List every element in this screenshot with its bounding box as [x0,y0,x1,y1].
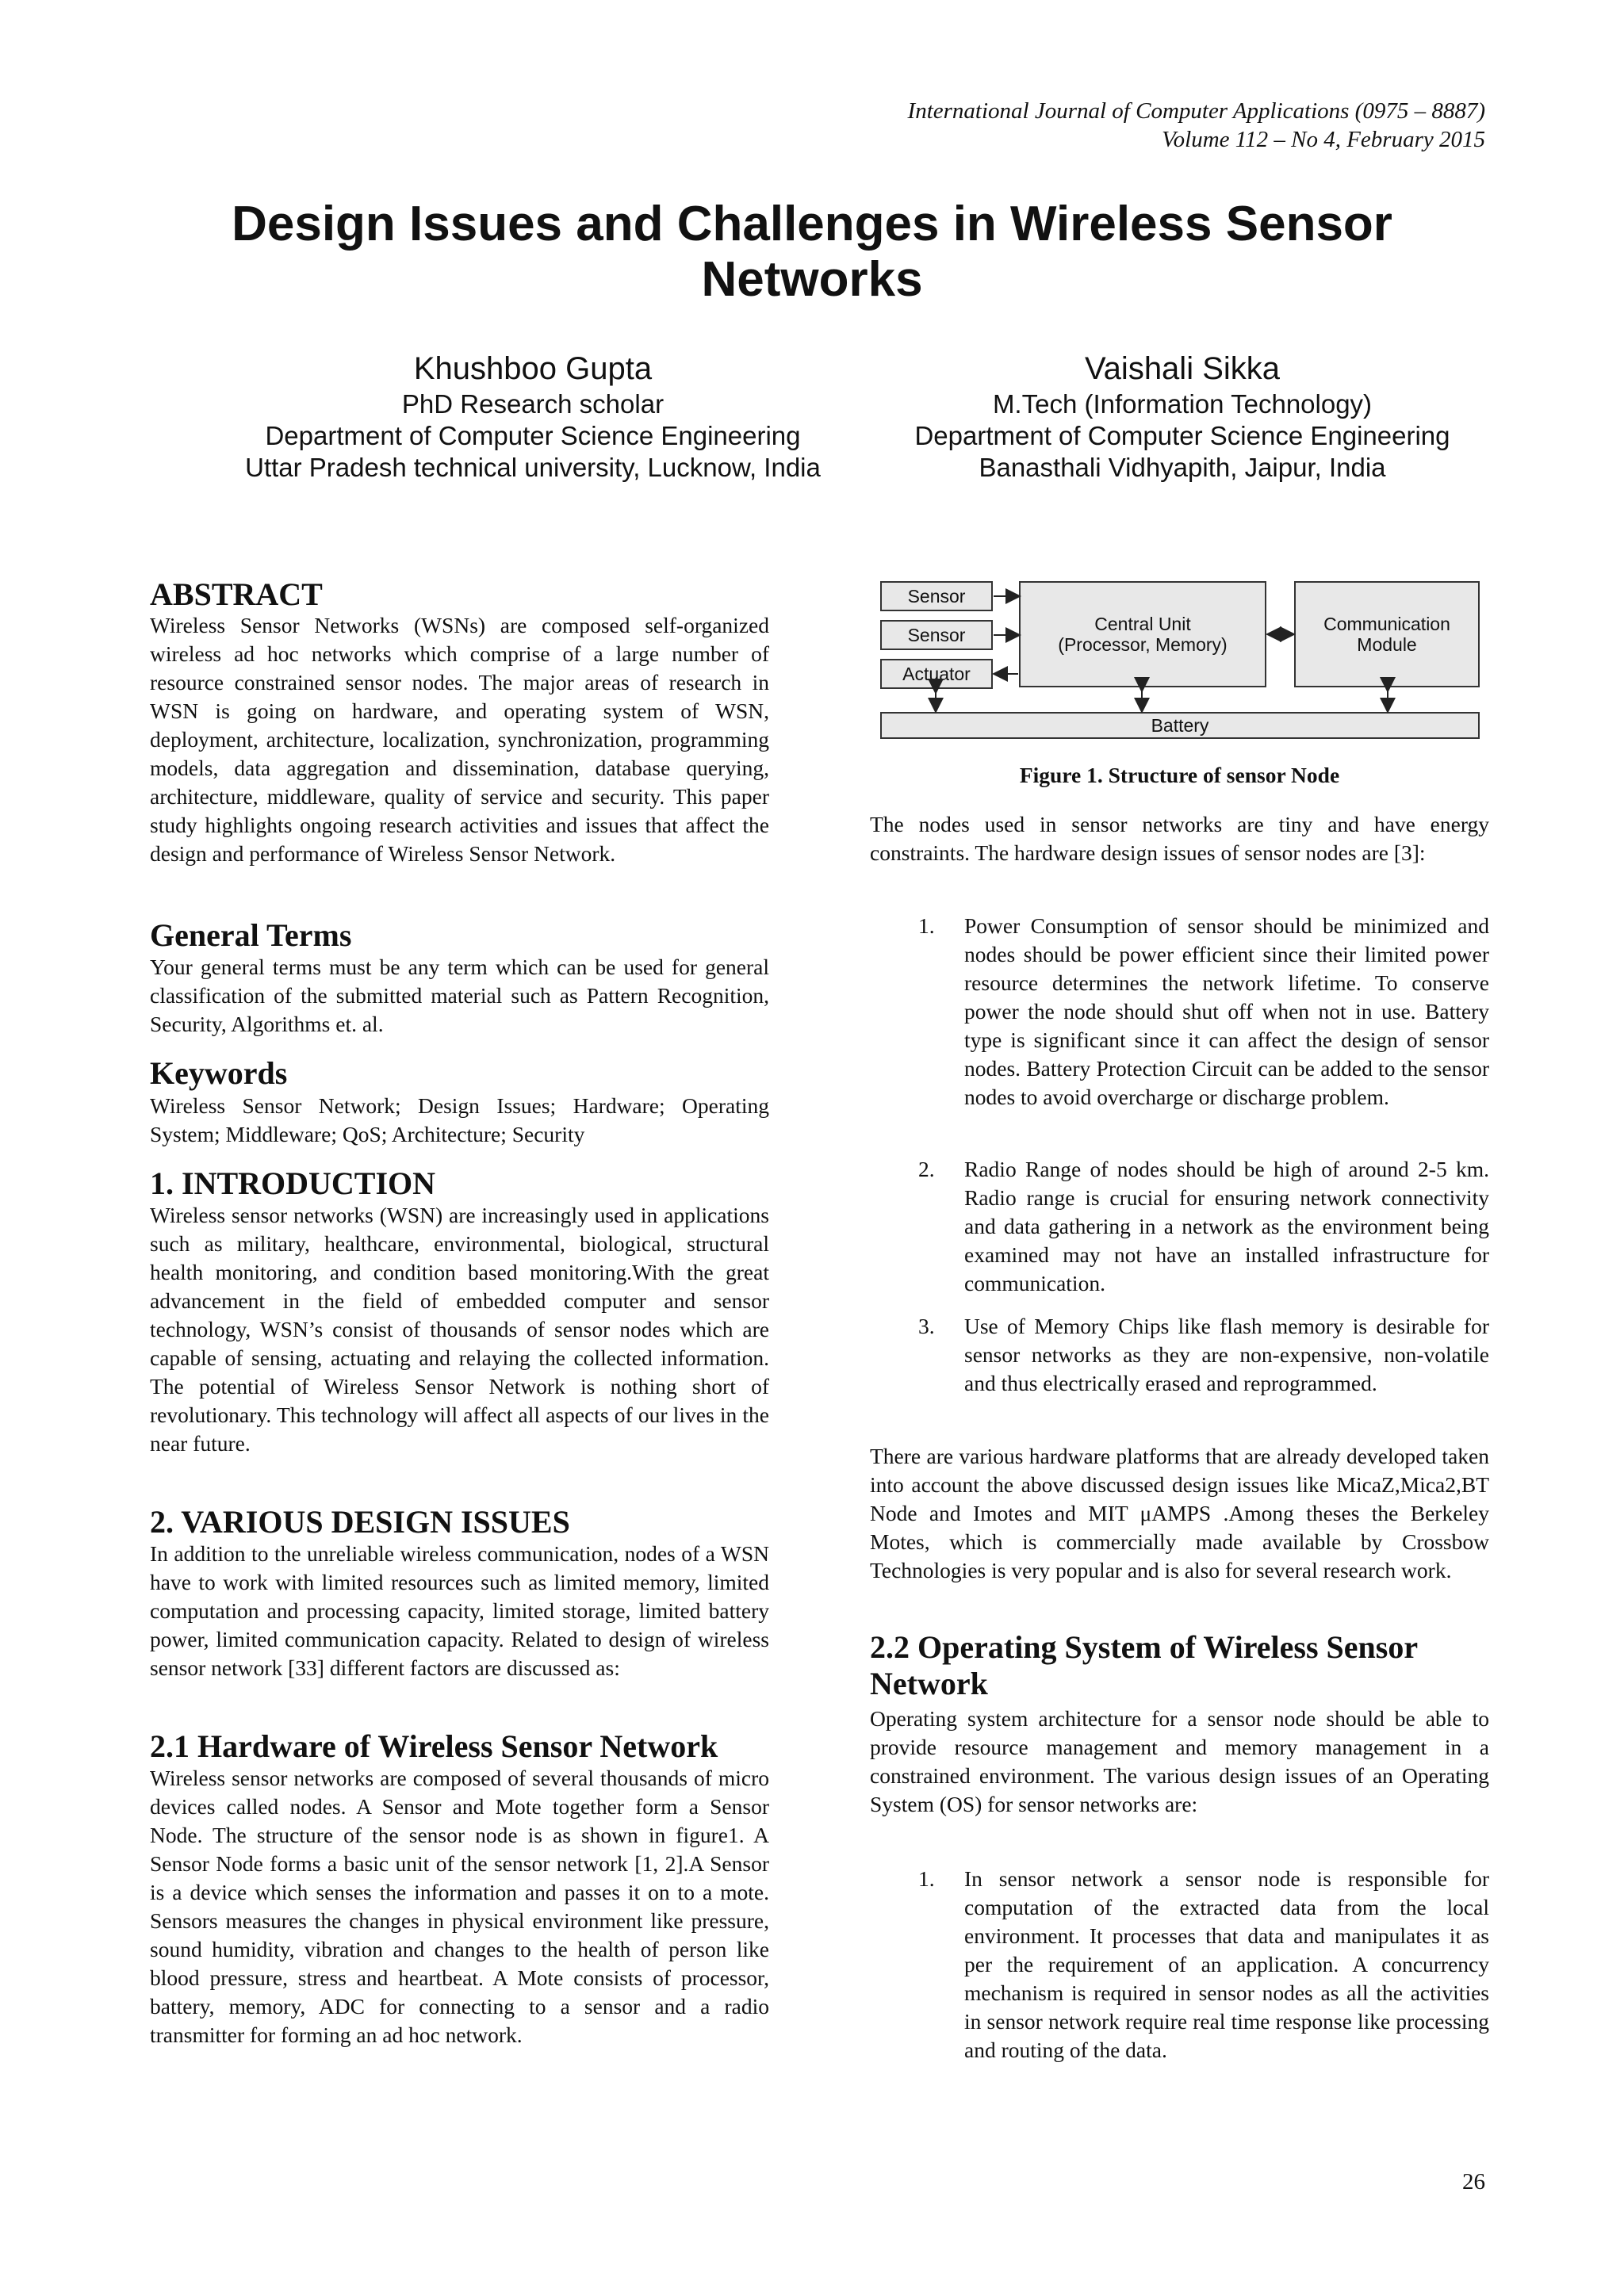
author-role: PhD Research scholar [401,389,665,419]
title-line-1: Design Issues and Challenges in Wireless Sensor [232,197,1392,251]
figure-actuator-box: Actuator [880,659,993,689]
introduction-text: Wireless sensor networks (WSN) are increasingly used in applications such as military, healthcare, environmental, biological, structural health monitoring, and condition based monitoring.With the great advancement in the field of embedded computer and sensor technology, WSN’s consist of thousands of sensor nodes which are capable of sensing, actuating and relaying the collected information. The potential of Wireless Sensor Network is nothing short of revolutionary. This technology will affect all aspects of our lives in the near future. [150,1203,769,1456]
hw-list-item: Power Consumption of sensor should be minimized and nodes should be power efficient since their limited power resource determines the network lifetime. To conserve power the node should shut off when not in use. Battery type is significant since it can affect the design of sensor nodes. Battery Protection Circuit can be added to the sensor nodes to avoid overcharge or discharge problem. [964,913,1489,1109]
os-text: Operating system architecture for a sensor node should be able to provide resource management and memory management in a constrained environment. The various design issues of an Operating System (OS) for sensor networks are: [870,1706,1489,1816]
os-list-number: 1. [918,1866,935,1891]
figure-arrows [864,571,1499,753]
design-issues-heading: 2. VARIOUS DESIGN ISSUES [150,1504,570,1540]
hw-list-number: 1. [918,913,935,938]
design-issues-text: In addition to the unreliable wireless communication, nodes of a WSN have to work with limited resources such as limited memory, limited computation and processing capacity, limited storage, limited battery power, limited communication capacity. Related to design of wireless sensor network [33] different factors are discussed as: [150,1541,769,1680]
hardware-text: Wireless sensor networks are composed of several thousands of micro devices called nodes. A Sensor and Mote together form a Sensor Node. The structure of the sensor node is as shown in figure1. A Sensor Node forms a basic unit of the sensor network [1, 2].A Sensor is a device which senses the information and passes it on to a mote. Sensors measures the changes in physical environment like pressure, sound humidity, vibration and changes to the health of person like blood pressure, stress and heartbeat. A Mote consists of processor, battery, memory, ADC for connecting to a sensor and a radio transmitter for forming an ad hoc network. [150,1766,769,2047]
figure-battery-box: Battery [880,712,1480,739]
os-heading [870,1629,1489,1702]
author-name: Vaishali Sikka [1084,351,1281,386]
author-institution: Uttar Pradesh technical university, Lucknow, India [245,453,821,482]
general-terms-text: Your general terms must be any term which can be used for general classification of the submitted material such as Pattern Recognition, Security, Algorithms et. al. [150,955,769,1036]
author-institution: Banasthali Vidhyapith, Jaipur, India [979,453,1386,482]
abstract-text: Wireless Sensor Networks (WSNs) are composed self-organized wireless ad hoc networks which comprise of a large number of resource constrained sensor nodes. The major areas of research in WSN is going on hardware, and operating system of WSN, deployment, architecture, localization, synchronization, programming models, data aggregation and dissemination, database querying, architecture, middleware, quality of service and security. This paper study highlights ongoing research activities and issues that affect the design and performance of Wireless Sensor Network. [150,613,769,866]
hw-list-item: Use of Memory Chips like flash memory is desirable for sensor networks as they are non-expensive, non-volatile and thus electrically erased and reprogrammed. [964,1314,1489,1395]
nodes-intro-text: The nodes used in sensor networks are tiny and have energy constraints. The hardware design issues of sensor nodes are [3]: [870,812,1489,865]
os-heading-line-2: Network [870,1666,988,1701]
abstract-heading: ABSTRACT [150,576,323,612]
os-heading-line-1: 2.2 Operating System of Wireless Sensor [870,1629,1419,1665]
author-block-1 [176,349,890,484]
central-unit-sublabel: (Processor, Memory) [1058,634,1228,655]
platforms-text: There are various hardware platforms that are already developed taken into account the above discussed design issues like MicaZ,Mica2,BT Node and Imotes and MIT μAMPS .Among theses the Berkeley Motes, which is commercially made available by Crossbow Technologies is very popular and is also for several research work. [870,1444,1489,1582]
communication-label: Communication [1323,614,1450,634]
general-terms-heading: General Terms [150,917,352,953]
author-dept: Department of Computer Science Engineering [265,421,801,450]
figure-sensor-box-2: Sensor [880,620,993,650]
journal-name: International Journal of Computer Applications (0975 – 8887) [907,98,1485,124]
hw-list-item: Radio Range of nodes should be high of around 2-5 km. Radio range is crucial for ensuring network connectivity and data gathering in a network as the environment being examined may not have an installed infrastructure for communication. [964,1157,1489,1295]
hardware-heading: 2.1 Hardware of Wireless Sensor Network [150,1728,718,1764]
central-unit-label: Central Unit [1094,614,1191,634]
journal-header [908,97,1485,154]
keywords-text: Wireless Sensor Network; Design Issues; Hardware; Operating System; Middleware; QoS; Architecture; Security [150,1093,769,1146]
os-list-item: In sensor network a sensor node is responsible for computation of the extracted data from the local environment. It processes that data and manipulates it as per the requirement of an application. A concurrency mechanism is required in sensor nodes as all the activities in sensor network require real time response like processing and routing of the data. [964,1866,1489,2062]
author-block-2 [825,349,1539,484]
introduction-heading: 1. INTRODUCTION [150,1165,436,1201]
author-name: Khushboo Gupta [413,351,653,386]
communication-sublabel: Module [1357,634,1417,655]
figure-caption: Figure 1. Structure of sensor Node [1019,763,1340,787]
keywords-heading: Keywords [150,1055,288,1091]
journal-volume: Volume 112 – No 4, February 2015 [1162,127,1485,152]
page-number: 26 [1462,2169,1485,2195]
hw-list-number: 2. [918,1157,935,1181]
author-dept: Department of Computer Science Engineering [914,421,1450,450]
paper-title [0,197,1624,308]
title-line-2: Networks [701,252,923,307]
author-role: M.Tech (Information Technology) [992,389,1373,419]
figure-sensor-box-1: Sensor [880,581,993,611]
hw-list-number: 3. [918,1314,935,1338]
